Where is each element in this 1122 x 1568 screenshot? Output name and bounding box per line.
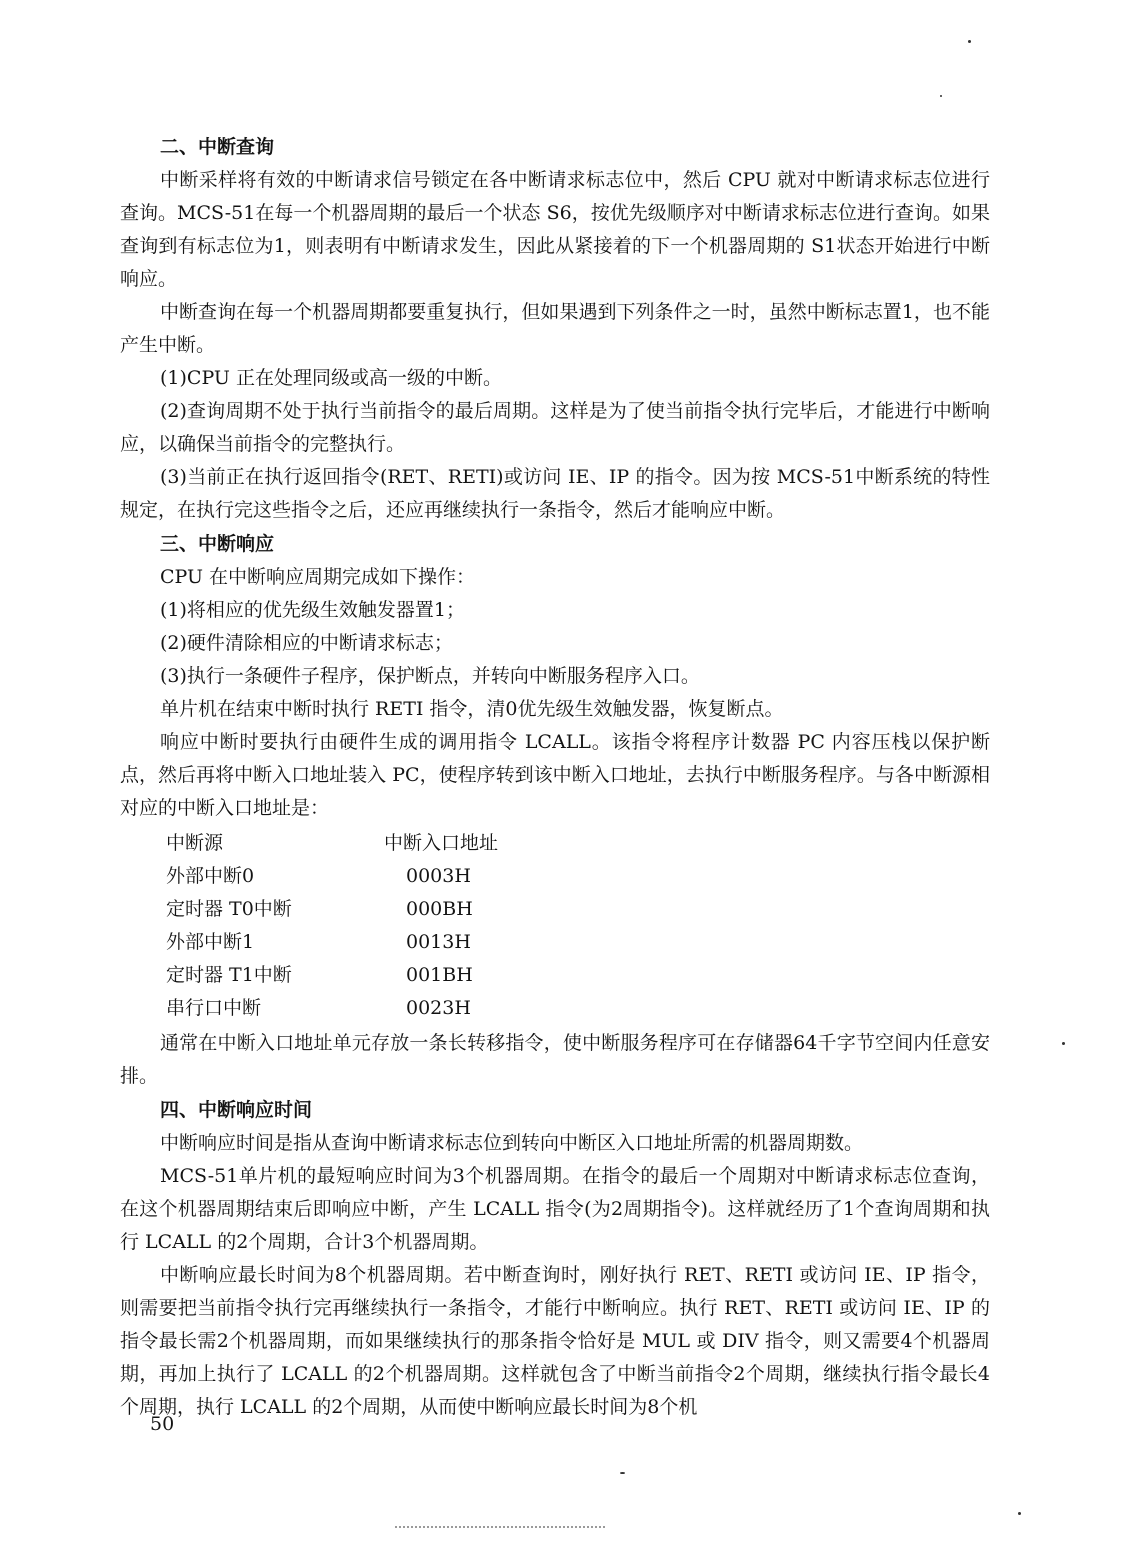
table-row [166,992,990,1025]
table-row [166,860,990,893]
scan-speck [1018,1512,1021,1515]
scan-speck [968,40,971,43]
list-item: (1)CPU 正在处理同级或高一级的中断。 [160,367,502,389]
interrupt-vector-table [166,827,990,1025]
column-header-source: 中断源 [166,832,224,854]
scan-speck [620,1472,625,1474]
scan-speck [940,95,942,97]
table-cell-source: 定时器 T0中断 [166,898,292,920]
paragraph: 中断查询在每一个机器周期都要重复执行，但如果遇到下列条件之一时，虽然中断标志置1，也不能产生中断。 [120,301,990,356]
table-cell-address: 0003H [406,865,471,887]
section-heading: 二、中断查询 [160,136,275,158]
paragraph: 单片机在结束中断时执行 RETI 指令，清0优先级生效触发器，恢复断点。 [160,698,784,720]
scan-speck [1062,1042,1065,1045]
section-heading: 四、中断响应时间 [160,1099,313,1121]
list-item: (3)当前正在执行返回指令(RET、RETI)或访问 IE、IP 的指令。因为按 MCS-51中断系统的特性规定，在执行完这些指令之后，还应再继续执行一条指令，然后才能响应中断。 [120,466,990,521]
paragraph: 通常在中断入口地址单元存放一条长转移指令，使中断服务程序可在存储器64千字节空间内任意安排。 [120,1032,990,1087]
table-cell-source: 外部中断0 [166,865,255,887]
table-cell-address: 0023H [406,997,471,1019]
list-item: (2)硬件清除相应的中断请求标志； [160,632,453,654]
list-item: (1)将相应的优先级生效触发器置1； [160,599,466,621]
page-content [120,130,990,1424]
table-header-row [166,827,990,860]
paragraph: MCS-51单片机的最短响应时间为3个机器周期。在指令的最后一个周期对中断请求标志位查询，在这个机器周期结束后即响应中断，产生 LCALL 指令(为2周期指令)。这样就经历了1个查询周期和执行 LCALL 的2个周期，合计3个机器周期。 [120,1165,990,1253]
table-row [166,926,990,959]
list-item: (3)执行一条硬件子程序，保护断点，并转向中断服务程序入口。 [160,665,700,687]
paragraph: 中断响应最长时间为8个机器周期。若中断查询时，刚好执行 RET、RETI 或访问 IE、IP 指令，则需要把当前指令执行完再继续执行一条指令，才能行中断响应。执行 RET、RETI 或访问 IE、IP 的指令最长需2个机器周期，而如果继续执行的那条指令恰好是 MUL 或 DIV 指令，则又需要4个机器周期，再加上执行了 LCALL 的2个机器周期。这样就包含了中断当前指令2个周期，继续执行指令最长4个周期，执行 LCALL 的2个周期，从而使中断响应最长时间为8个机 [120,1264,990,1418]
paragraph: 中断响应时间是指从查询中断请求标志位到转向中断区入口地址所需的机器周期数。 [160,1132,864,1154]
table-row [166,959,990,992]
paragraph: 响应中断时要执行由硬件生成的调用指令 LCALL。该指令将程序计数器 PC 内容压栈以保护断点，然后再将中断入口地址装入 PC，使程序转到该中断入口地址，去执行中断服务程序。与各中断源相对应的中断入口地址是： [120,731,990,819]
table-cell-source: 定时器 T1中断 [166,964,292,986]
paragraph: 中断采样将有效的中断请求信号锁定在各中断请求标志位中，然后 CPU 就对中断请求标志位进行查询。MCS-51在每一个机器周期的最后一个状态 S6，按优先级顺序对中断请求标志位进行查询。如果查询到有标志位为1，则表明有中断请求发生，因此从紧接着的下一个机器周期的 S1状态开始进行中断响应。 [120,169,990,290]
table-cell-source: 外部中断1 [166,931,255,953]
page-number: 50 [150,1413,175,1435]
table-cell-address: 0013H [406,931,471,953]
table-cell-address: 000BH [406,898,473,920]
list-item: (2)查询周期不处于执行当前指令的最后周期。这样是为了使当前指令执行完毕后，才能进行中断响应，以确保当前指令的完整执行。 [120,400,990,455]
scan-artifact [395,1526,605,1531]
table-cell-address: 001BH [406,964,473,986]
table-cell-source: 串行口中断 [166,997,262,1019]
section-heading: 三、中断响应 [160,533,275,555]
table-row [166,893,990,926]
paragraph: CPU 在中断响应周期完成如下操作： [160,566,476,588]
column-header-address: 中断入口地址 [384,832,499,854]
